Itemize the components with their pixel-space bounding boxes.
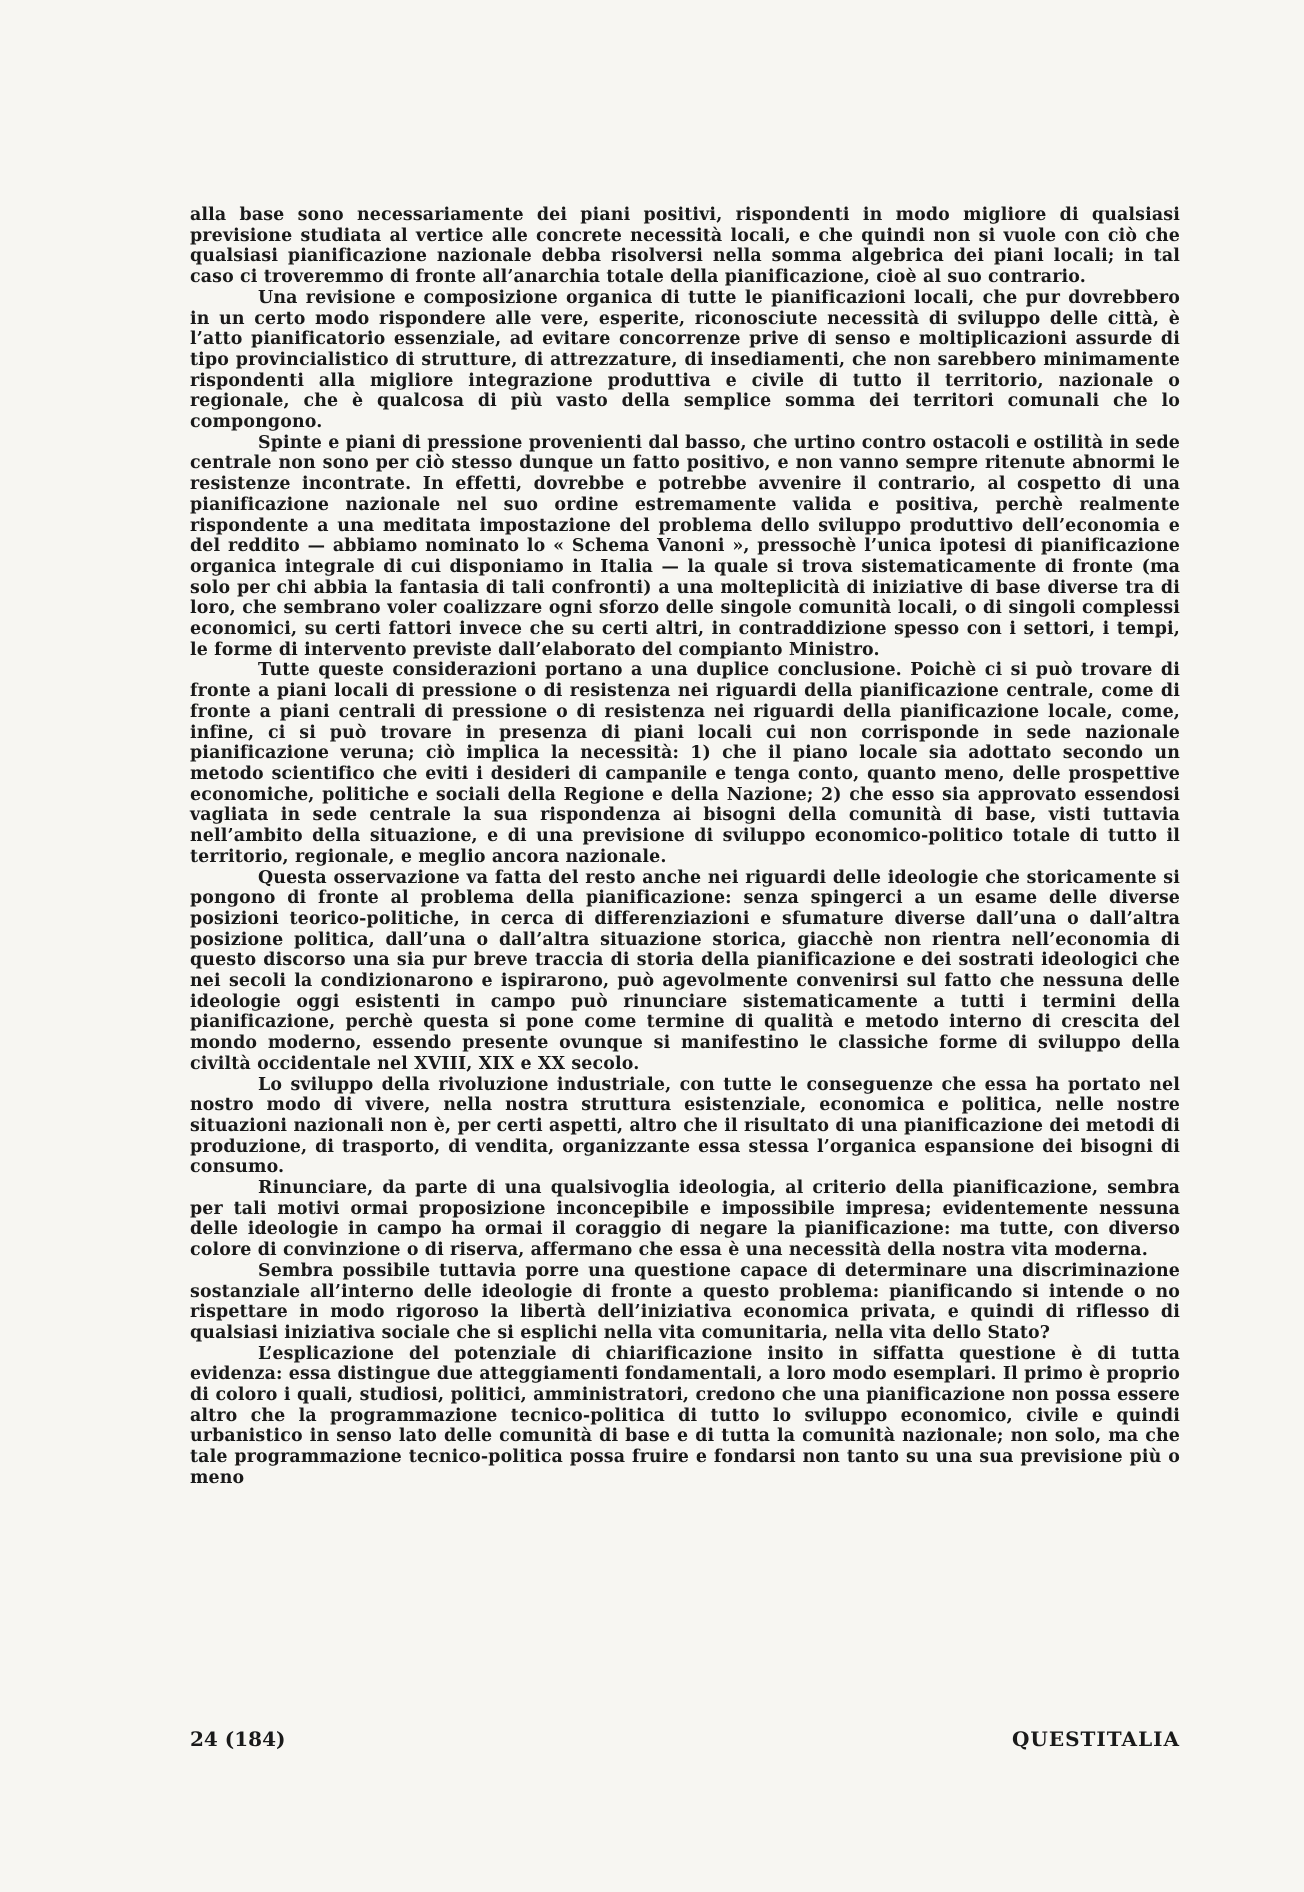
paragraph-3: Spinte e piani di pressione provenienti dal basso, che urtino contro ostacoli e ostilità in sede centrale non sono per ciò stesso dunque un fatto positivo, e non vanno sempre ritenute abnormi le resistenze incontrate. In effetti, dovrebbe e potrebbe avvenire il contrario, al cospetto di una pianificazione nazionale nel suo ordine estremamente valida e positiva, perchè realmente rispondente a una meditata impostazione del problema dello sviluppo produttivo dell’economia e del reddito — abbiamo nominato lo « Schema Vanoni », pressochè l’unica ipotesi di pianificazione organica integrale di cui disponiamo in Italia — la quale si trova sistematicamente di fronte (ma solo per chi abbia la fantasia di tali confronti) a una molteplicità di iniziative di base diverse tra di loro, che sembrano voler coalizzare ogni sforzo delle singole comunità locali, o di singoli complessi economici, su certi fattori invece che su certi altri, in contraddizione spesso con i settori, i tempi, le forme di intervento previste dall’elaborato del compianto Ministro. xyxy=(190,432,1180,660)
paragraph-5: Questa osservazione va fatta del resto anche nei riguardi delle ideologie che storicamente si pongono di fronte al problema della pianificazione: senza spingerci a un esame delle diverse posizioni teorico-politiche, in cerca di differenziazioni e sfumature diverse dall’una o dall’altra posizione politica, dall’una o dall’altra situazione storica, giacchè non rientra nell’economia di questo discorso una sia pur breve traccia di storia della pianificazione e dei sostrati ideologici che nei secoli la condizionarono e ispirarono, può agevolmente convenirsi sul fatto che nessuna delle ideologie oggi esistenti in campo può rinunciare sistematicamente a tutti i termini della pianificazione, perchè questa si pone come termine di qualità e metodo interno di crescita del mondo moderno, essendo presente ovunque si manifestino le classiche forme di sviluppo della civiltà occidentale nel XVIII, XIX e XX secolo. xyxy=(190,867,1180,1074)
paragraph-6: Lo sviluppo della rivoluzione industriale, con tutte le conseguenze che essa ha portato nel nostro modo di vivere, nella nostra struttura esistenziale, economica e politica, nelle nostre situazioni nazionali non è, per certi aspetti, altro che il risultato di una pianificazione dei metodi di produzione, di trasporto, di vendita, organizzante essa stessa l’organica espansione dei bisogni di consumo. xyxy=(190,1074,1180,1178)
paragraph-2: Una revisione e composizione organica di tutte le pianificazioni locali, che pur dovrebbero in un certo modo rispondere alle vere, esperite, riconosciute necessità di sviluppo delle città, è l’atto pianificatorio essenziale, ad evitare concorrenze prive di senso e moltiplicazioni assurde di tipo provincialistico di strutture, di attrezzature, di insediamenti, che non sarebbero minimamente rispondenti alla migliore integrazione produttiva e civile di tutto il territorio, nazionale o regionale, che è qualcosa di più vasto della semplice somma dei territori comunali che lo compongono. xyxy=(190,287,1180,433)
article-body xyxy=(190,205,1180,1489)
paragraph-9: L’esplicazione del potenziale di chiarificazione insito in siffatta questione è di tutta evidenza: essa distingue due atteggiamenti fondamentali, a loro modo esemplari. Il primo è proprio di coloro i quali, studiosi, politici, amministratori, credono che una pianificazione non possa essere altro che la programmazione tecnico-politica di tutto lo sviluppo economico, civile e quindi urbanistico in senso lato delle comunità di base e di tutta la comunità nazionale; non solo, ma che tale programmazione tecnico-politica possa fruire e fondarsi non tanto su una sua previsione più o meno xyxy=(190,1343,1180,1488)
paragraph-1: alla base sono necessariamente dei piani positivi, rispondenti in modo migliore di qualsiasi previsione studiata al vertice alle concrete necessità locali, e che quindi non si vuole con ciò che qualsiasi pianificazione nazionale debba risolversi nella somma algebrica dei piani locali; in tal caso ci troveremmo di fronte all’anarchia totale della pianificazione, cioè al suo contrario. xyxy=(190,205,1180,288)
page-number: 24 (184) xyxy=(190,1727,286,1751)
paragraph-4: Tutte queste considerazioni portano a una duplice conclusione. Poichè ci si può trovare di fronte a piani locali di pressione o di resistenza nei riguardi della pianificazione centrale, come di fronte a piani centrali di pressione o di resistenza nei riguardi della pianificazione locale, come, infine, ci si può trovare in presenza di piani locali cui non corrisponde in sede nazionale pianificazione veruna; ciò implica la necessità: 1) che il piano locale sia adottato secondo un metodo scientifico che eviti i desideri di campanile e tenga conto, quanto meno, delle prospettive economiche, politiche e sociali della Regione e della Nazione; 2) che esso sia approvato essendosi vagliata in sede centrale la sua rispondenza ai bisogni della comunità di base, visti tuttavia nell’ambito della situazione, e di una previsione di sviluppo economico-politico totale di tutto il territorio, regionale, e meglio ancora nazionale. xyxy=(190,660,1180,867)
paragraph-7: Rinunciare, da parte di una qualsivoglia ideologia, al criterio della pianificazione, sembra per tali motivi ormai proposizione inconcepibile e impossibile impresa; evidentemente nessuna delle ideologie in campo ha ormai il coraggio di negare la pianificazione: ma tutte, con diverso colore di convinzione o di riserva, affermano che essa è una necessità della nostra vita moderna. xyxy=(190,1178,1180,1261)
paragraph-8: Sembra possibile tuttavia porre una questione capace di determinare una discriminazione sostanziale all’interno delle ideologie di fronte a questo problema: pianificando si intende o no rispettare in modo rigoroso la libertà dell’iniziativa economica privata, e quindi di riflesso di qualsiasi iniziativa sociale che si esplichi nella vita comunitaria, nella vita dello Stato? xyxy=(190,1260,1180,1343)
journal-name: QUESTITALIA xyxy=(1011,1727,1180,1751)
